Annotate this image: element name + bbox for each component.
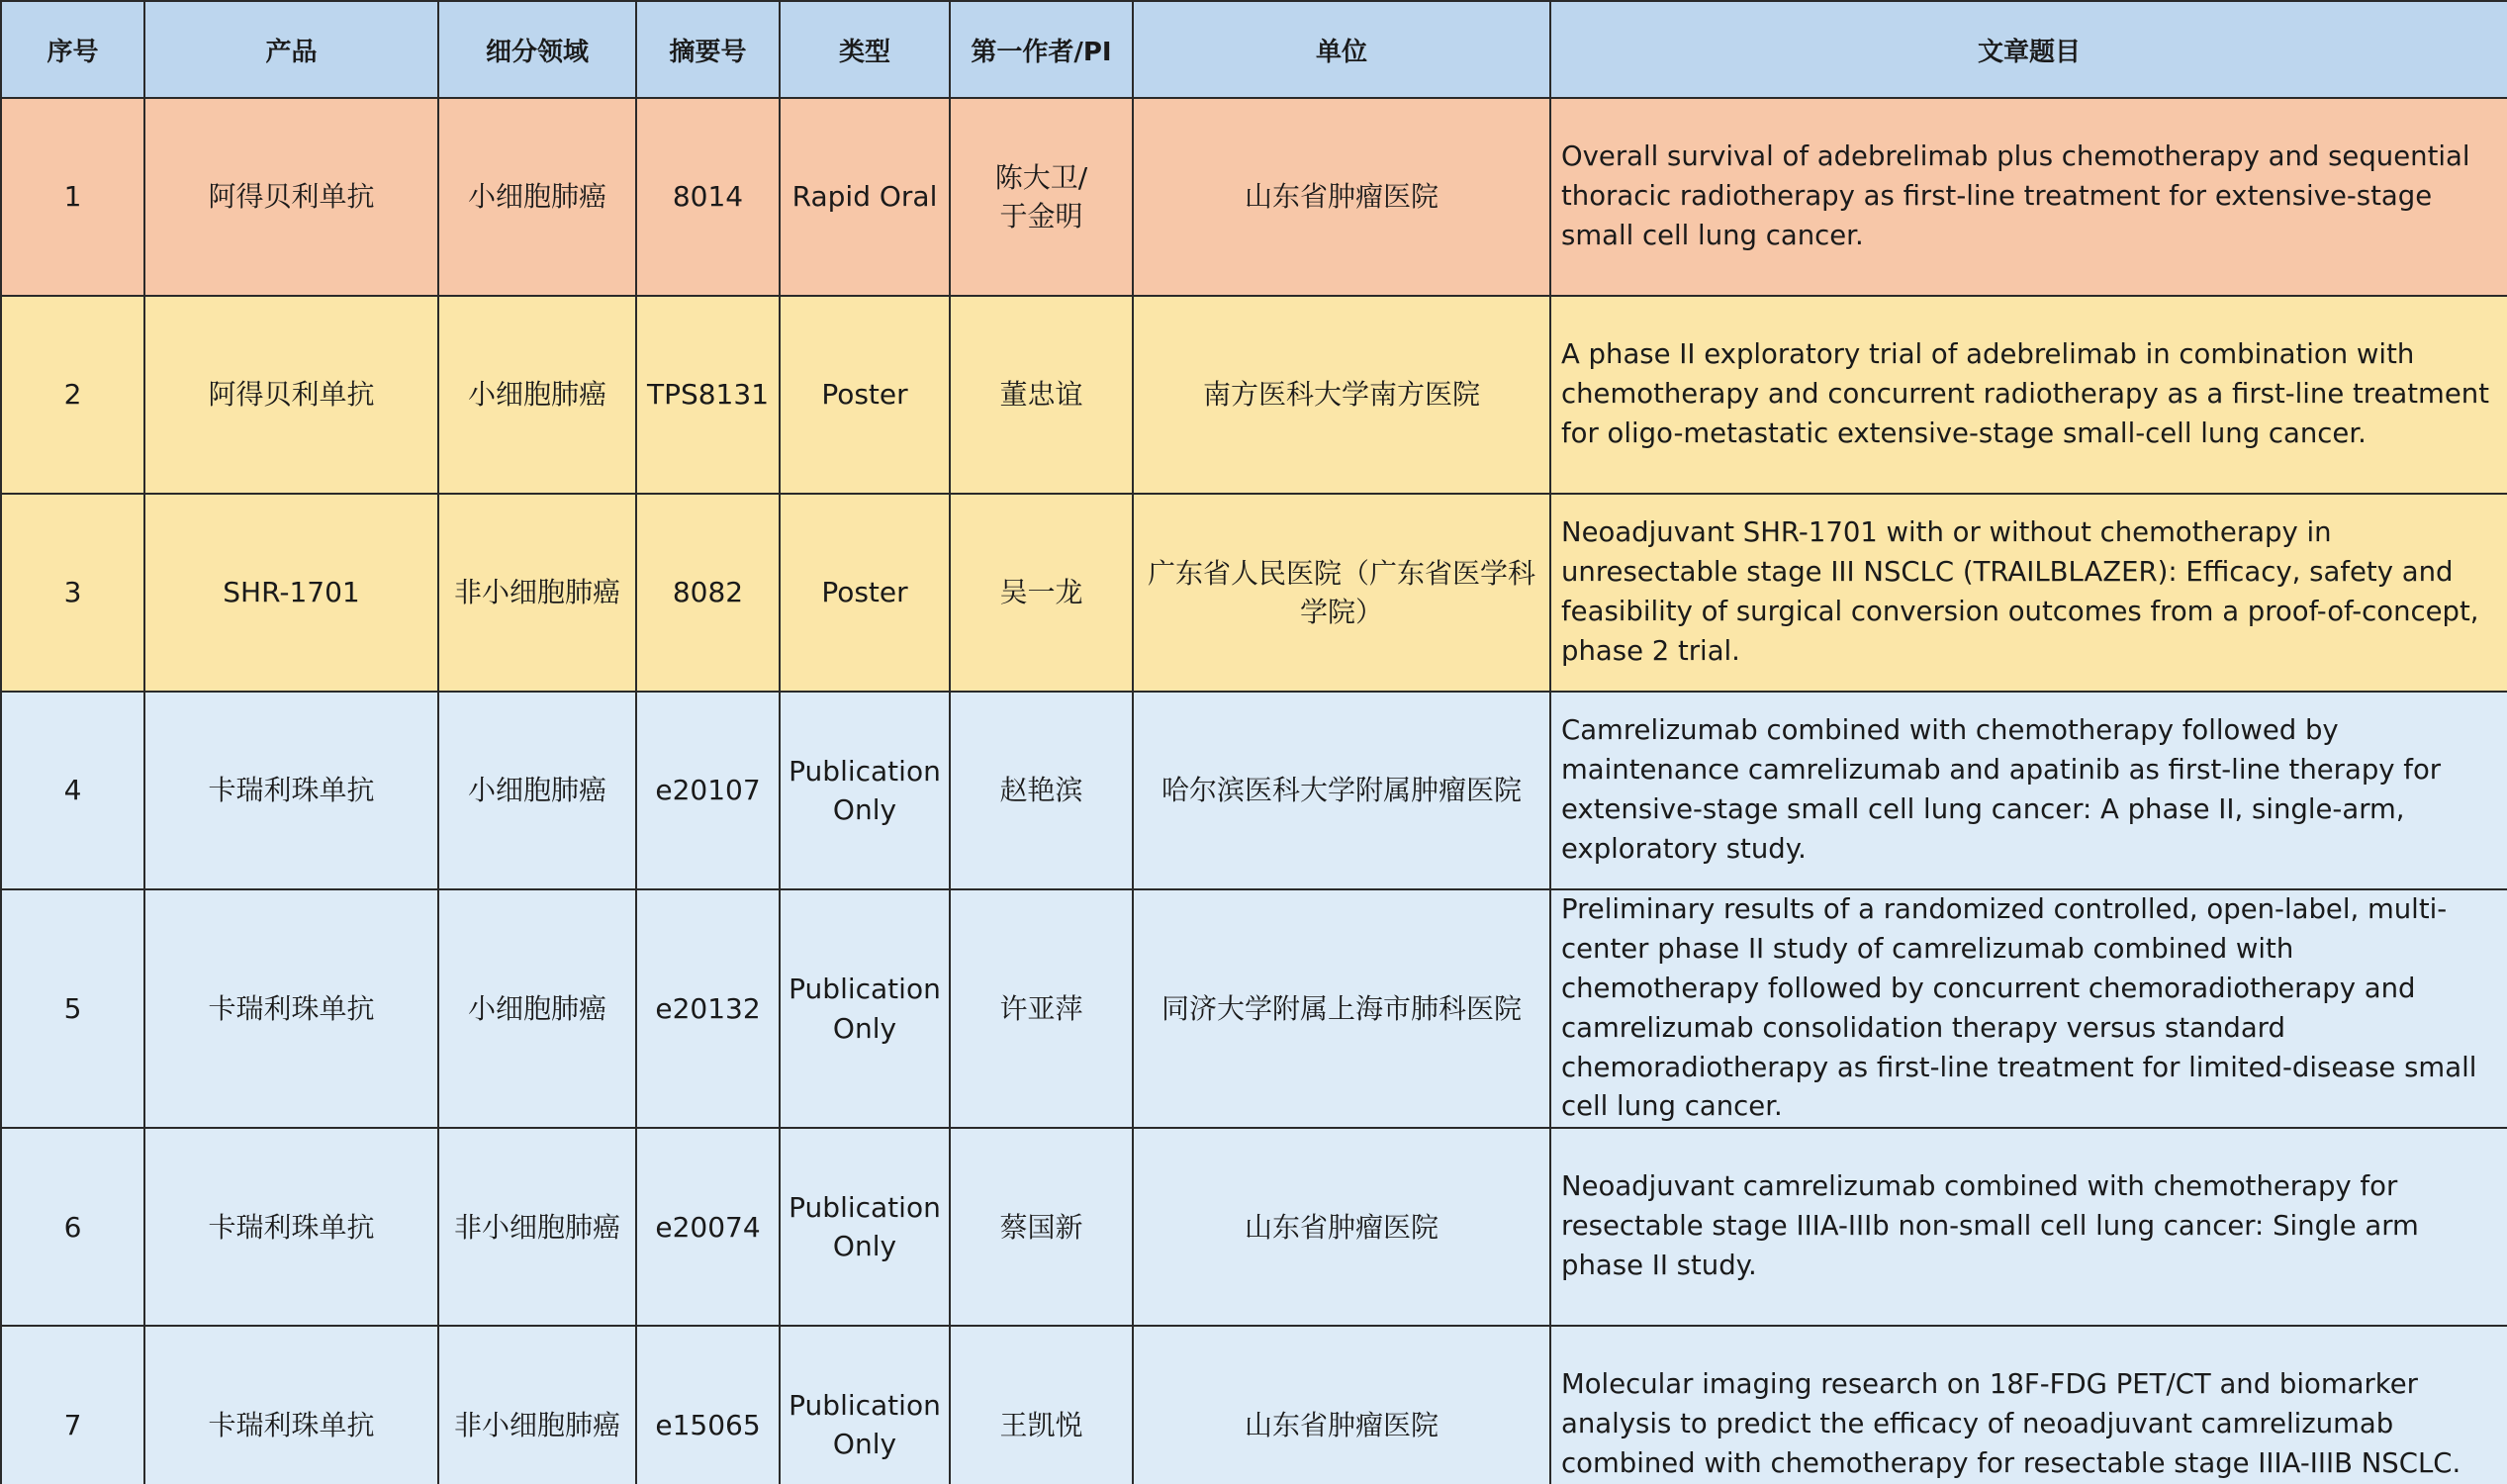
cell-author: 吴一龙: [950, 494, 1133, 692]
cell-title: Overall survival of adebrelimab plus chemotherapy and sequential thoracic radiotherapy as first-line treatment for extensive-stage small cell lung cancer.: [1550, 98, 2507, 296]
cell-type: Rapid Oral: [780, 98, 950, 296]
cell-type: Poster: [780, 296, 950, 494]
cell-unit: 南方医科大学南方医院: [1133, 296, 1550, 494]
cell-unit: 哈尔滨医科大学附属肿瘤医院: [1133, 692, 1550, 889]
cell-field: 小细胞肺癌: [438, 98, 636, 296]
cell-author: 董忠谊: [950, 296, 1133, 494]
cell-no: 5: [1, 889, 144, 1128]
cell-unit: 同济大学附属上海市肺科医院: [1133, 889, 1550, 1128]
cell-field: 小细胞肺癌: [438, 296, 636, 494]
cell-product: SHR-1701: [144, 494, 438, 692]
table-row: [1, 1128, 2507, 1326]
header-row: [1, 1, 2507, 98]
cell-no: 7: [1, 1326, 144, 1484]
cell-no: 6: [1, 1128, 144, 1326]
cell-author: 赵艳滨: [950, 692, 1133, 889]
cell-no: 3: [1, 494, 144, 692]
cell-title: Camrelizumab combined with chemotherapy followed by maintenance camrelizumab and apatinib as first-line therapy for extensive-stage small cell lung cancer: A phase II, single-arm, exploratory study.: [1550, 692, 2507, 889]
cell-author: 陈大卫/ 于金明: [950, 98, 1133, 296]
table-row: [1, 1326, 2507, 1484]
cell-product: 阿得贝利单抗: [144, 98, 438, 296]
cell-unit: 广东省人民医院（广东省医学科学院）: [1133, 494, 1550, 692]
cell-abstract: e15065: [636, 1326, 780, 1484]
table-row: [1, 889, 2507, 1128]
cell-author: 王凯悦: [950, 1326, 1133, 1484]
cell-no: 4: [1, 692, 144, 889]
header-no: 序号: [1, 1, 144, 98]
cell-author: 许亚萍: [950, 889, 1133, 1128]
cell-type: Poster: [780, 494, 950, 692]
cell-field: 非小细胞肺癌: [438, 494, 636, 692]
table-row: [1, 494, 2507, 692]
cell-title: Molecular imaging research on 18F-FDG PET/CT and biomarker analysis to predict the efficacy of neoadjuvant camrelizumab combined with chemotherapy for resectable stage IIIA-IIIB NSCLC.: [1550, 1326, 2507, 1484]
cell-no: 2: [1, 296, 144, 494]
cell-product: 阿得贝利单抗: [144, 296, 438, 494]
header-product: 产品: [144, 1, 438, 98]
cell-title: Neoadjuvant SHR-1701 with or without chemotherapy in unresectable stage III NSCLC (TRAILBLAZER): Efficacy, safety and feasibility of surgical conversion outcomes from a proof-of-concept, phase 2 trial.: [1550, 494, 2507, 692]
cell-unit: 山东省肿瘤医院: [1133, 1128, 1550, 1326]
cell-type: Publication Only: [780, 889, 950, 1128]
cell-field: 非小细胞肺癌: [438, 1128, 636, 1326]
cell-unit: 山东省肿瘤医院: [1133, 1326, 1550, 1484]
header-field: 细分领域: [438, 1, 636, 98]
table-row: [1, 98, 2507, 296]
cell-abstract: TPS8131: [636, 296, 780, 494]
cell-abstract: 8082: [636, 494, 780, 692]
cell-type: Publication Only: [780, 1326, 950, 1484]
cell-product: 卡瑞利珠单抗: [144, 692, 438, 889]
cell-title: Neoadjuvant camrelizumab combined with chemotherapy for resectable stage IIIA-IIIb non-small cell lung cancer: Single arm phase II study.: [1550, 1128, 2507, 1326]
header-unit: 单位: [1133, 1, 1550, 98]
cell-abstract: e20132: [636, 889, 780, 1128]
table-row: [1, 692, 2507, 889]
cell-field: 小细胞肺癌: [438, 692, 636, 889]
cell-type: Publication Only: [780, 692, 950, 889]
cell-product: 卡瑞利珠单抗: [144, 1128, 438, 1326]
cell-abstract: 8014: [636, 98, 780, 296]
cell-unit: 山东省肿瘤医院: [1133, 98, 1550, 296]
cell-type: Publication Only: [780, 1128, 950, 1326]
cell-title: Preliminary results of a randomized controlled, open-label, multi-center phase II study of camrelizumab combined with chemotherapy followed by concurrent chemoradiotherapy and camrelizumab consolidation therapy versus standard chemoradiotherapy as first-line treatment for limited-disease small cell lung cancer.: [1550, 889, 2507, 1128]
header-type: 类型: [780, 1, 950, 98]
cell-product: 卡瑞利珠单抗: [144, 1326, 438, 1484]
cell-title: A phase II exploratory trial of adebrelimab in combination with chemotherapy and concurrent radiotherapy as a first-line treatment for oligo-metastatic extensive-stage small-cell lung cancer.: [1550, 296, 2507, 494]
cell-abstract: e20107: [636, 692, 780, 889]
cell-field: 非小细胞肺癌: [438, 1326, 636, 1484]
cell-author: 蔡国新: [950, 1128, 1133, 1326]
table-row: [1, 296, 2507, 494]
cell-field: 小细胞肺癌: [438, 889, 636, 1128]
header-abstract: 摘要号: [636, 1, 780, 98]
header-author: 第一作者/PI: [950, 1, 1133, 98]
cell-product: 卡瑞利珠单抗: [144, 889, 438, 1128]
cell-abstract: e20074: [636, 1128, 780, 1326]
cell-no: 1: [1, 98, 144, 296]
header-title: 文章题目: [1550, 1, 2507, 98]
